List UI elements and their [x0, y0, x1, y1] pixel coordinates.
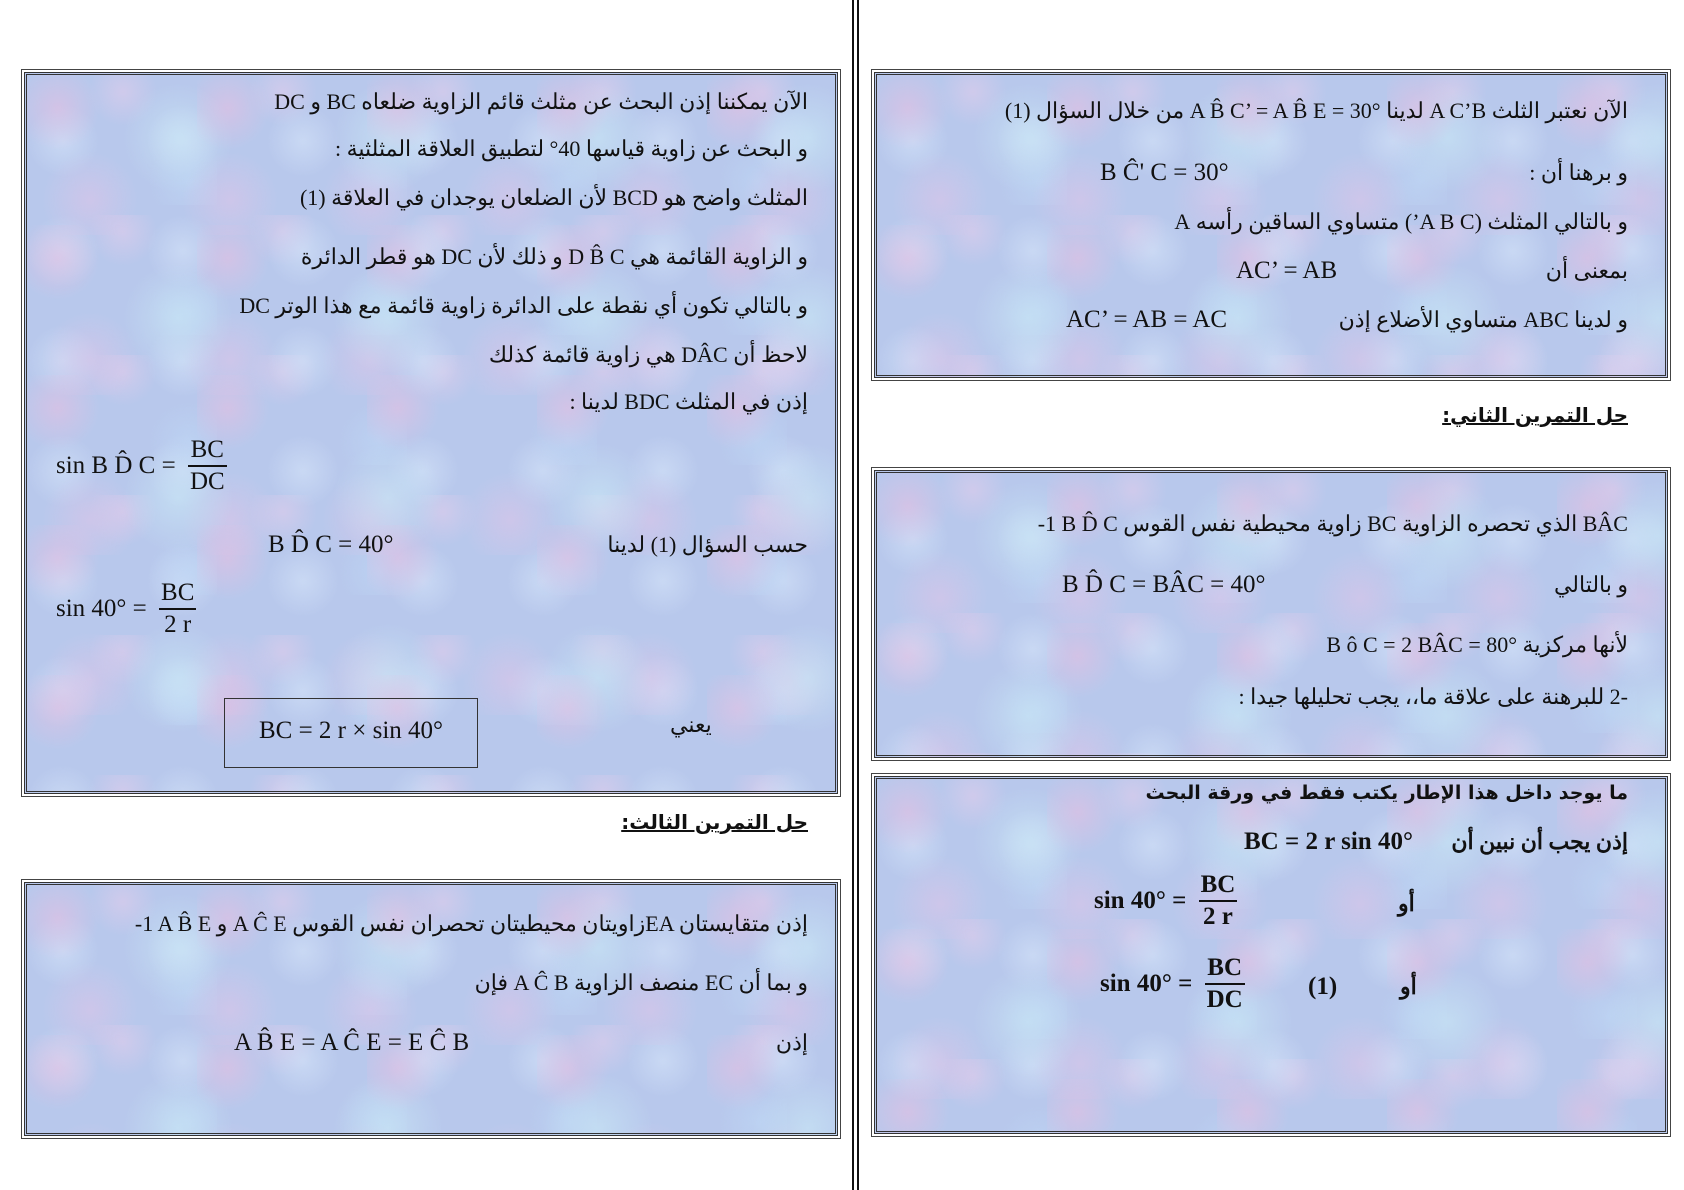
p5-line3-label: إذن	[775, 1030, 808, 1055]
p4-line8-math: B D̂ C = 40°	[268, 531, 394, 558]
p1-line1: الآن نعتبر الثلث A C’B لدينا A B̂ C’ = A B̂ E = 30° من خلال السؤال (1)	[1004, 98, 1628, 123]
p3-frac1-den: 2 r	[1203, 903, 1233, 930]
p3-frac1	[1094, 870, 1237, 932]
heading-exercise-2: حل التمرين الثاني:	[1442, 403, 1628, 427]
p4-frac2-fraction	[159, 578, 196, 640]
p4-frac1-fraction	[188, 435, 227, 497]
p1-line5-label: و لدينا ABC متساوي الأضلاع إذن	[1338, 307, 1628, 332]
p4-boxed-formula: BC = 2 r × sin 40°	[224, 698, 478, 768]
p3-or2: أو	[1400, 974, 1417, 999]
p4-mean-label: يعني	[670, 712, 712, 737]
p3-line1: ما يوجد داخل هذا الإطار يكتب فقط في ورقة البحث	[1145, 782, 1628, 804]
p4-frac2-lhs: sin 40° =	[56, 595, 147, 622]
p3-or1: أو	[1398, 891, 1415, 916]
p3-ref: (1)	[1308, 973, 1338, 1000]
p2-line3: B ô C = 2 BÂC = 80° لأنها مركزية	[1326, 632, 1628, 657]
p4-line2: و البحث عن زاوية قياسها 40° لتطبيق العلاقة المثلثية :	[335, 136, 808, 161]
p3-frac1-num: BC	[1199, 870, 1238, 902]
p4-line7: إذن في المثلث BDC لدينا :	[569, 389, 808, 414]
p1-line3: و بالتالي المثلث (A B C’) متساوي الساقين رأسه A	[1174, 209, 1628, 234]
heading-exercise-3: حل التمرين الثالث:	[621, 810, 808, 834]
p4-frac2-num: BC	[159, 578, 196, 610]
p4-frac1-lhs: sin B D̂ C =	[56, 452, 176, 479]
p3-frac2-lhs: sin 40° =	[1100, 970, 1193, 997]
p4-frac1-den: DC	[189, 468, 225, 495]
p5-line3-math: A B̂ E = A Ĉ E = E Ĉ B	[234, 1029, 470, 1056]
p2-line2-math: B D̂ C = BÂC = 40°	[1062, 571, 1266, 598]
p4-frac2	[56, 578, 196, 640]
p1-line4-label: بمعنى أن	[1545, 258, 1628, 283]
p4-line5: و بالتالي تكون أي نقطة على الدائرة زاوية قائمة مع هذا الوتر DC	[239, 293, 808, 318]
p4-line8-label: حسب السؤال (1) لدينا	[607, 532, 808, 557]
p3-line2-label: إذن يجب أن نبين أن	[1451, 829, 1628, 854]
p2-line4: -2 للبرهنة على علاقة ما،، يجب تحليلها جيدا :	[1238, 684, 1628, 709]
p3-frac2-den: DC	[1206, 986, 1243, 1013]
p3-frac2	[1100, 953, 1245, 1015]
p3-frac1-lhs: sin 40° =	[1094, 887, 1187, 914]
p1-line5-math: AC’ = AB = AC	[1066, 306, 1228, 333]
p1-line2-label: و برهنا أن :	[1529, 160, 1628, 185]
p1-line4-math: AC’ = AB	[1236, 257, 1338, 284]
p4-frac1-num: BC	[188, 435, 227, 467]
panel-search-triangle	[24, 72, 838, 794]
p4-line3: المثلث واضح هو BCD لأن الضلعان يوجدان في العلاقة (1)	[299, 185, 808, 210]
p4-line4: و الزاوية القائمة هي D B̂ C و ذلك لأن DC هو قطر الدائرة	[300, 244, 808, 269]
p1-line2-math: B Ĉ' C = 30°	[1100, 159, 1229, 186]
p2-line2-label: و بالتالي	[1553, 572, 1628, 597]
p3-frac2-fraction	[1205, 953, 1245, 1015]
p3-line2-math: BC = 2 r sin 40°	[1244, 828, 1413, 855]
p2-line1: -1 B D̂ C زاوية محيطية نفس القوس BC الذي تحصره الزاوية BÂC	[1037, 511, 1628, 536]
p5-line1: -1 A B̂ E و A Ĉ E زاويتان محيطيتان تحصران نفس القوسEA إذن متقايستان	[134, 911, 808, 936]
p3-frac1-fraction	[1199, 870, 1238, 932]
p5-line2: و بما أن EC منصف الزاوية A Ĉ B فإن	[474, 970, 808, 995]
column-divider-right	[857, 0, 859, 1190]
p4-frac1	[56, 435, 227, 497]
p4-line1: الآن يمكننا إذن البحث عن مثلث قائم الزاوية ضلعاه BC و DC	[274, 89, 808, 114]
column-divider-left	[852, 0, 854, 1190]
p4-frac2-den: 2 r	[164, 611, 192, 638]
p3-frac2-num: BC	[1205, 953, 1245, 985]
p4-line6: لاحظ أن DÂC هي زاوية قائمة كذلك	[488, 342, 808, 367]
